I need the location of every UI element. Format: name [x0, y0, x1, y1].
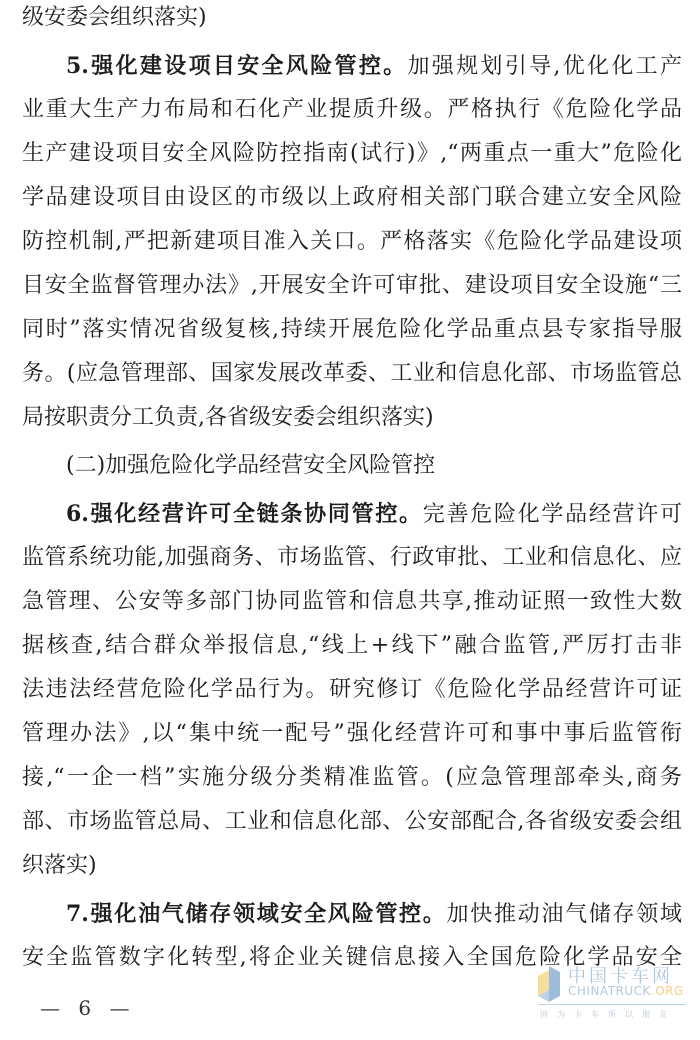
text-line-4: [22, 139, 682, 169]
text-line-21: [66, 899, 682, 929]
watermark-name-en: [568, 984, 684, 998]
chinatruck-logo-icon: [538, 966, 560, 1002]
chinatruck-watermark: [538, 962, 698, 1032]
section-heading-6: 6.强化经营许可全链条协同管控。: [66, 501, 423, 527]
line-text: 防控机制,严把新建项目准入关口。严格落实《危险化学品建设项: [22, 229, 682, 254]
text-line-5: [22, 183, 682, 213]
subsection-heading-2: [66, 451, 682, 481]
line-text: 级安委会组织落实): [22, 5, 207, 30]
line-text: (二)加强危险化学品经营安全风险管控: [66, 453, 436, 478]
page-number: — 6 —: [40, 996, 136, 1020]
line-text: 目安全监督管理办法》,开展安全许可审批、建设项目安全设施“三: [22, 273, 682, 298]
line-text: 法违法经营危险化学品行为。研究修订《危险化学品经营许可证: [22, 677, 682, 702]
text-line-8: [22, 315, 682, 345]
line-text: 学品建设项目由设区的市级以上政府相关部门联合建立安全风险: [22, 185, 682, 210]
text-line-19: [22, 807, 682, 837]
line-text: 加强规划引导,优化化工产: [407, 54, 682, 79]
line-text: 务。(应急管理部、国家发展改革委、工业和信息化部、市场监管总: [22, 361, 682, 386]
line-text: 生产建设项目安全风险防控指南(试行)》,“两重点一重大”危险化: [22, 141, 682, 166]
line-text: 据核查,结合群众举报信息,“线上+线下”融合监管,严厉打击非: [22, 633, 682, 658]
text-line-1: [22, 3, 682, 33]
text-line-15: [22, 631, 682, 661]
watermark-name-cn: 中国卡车网: [568, 966, 673, 987]
watermark-slogan: 因为卡车所以朋友: [540, 1010, 676, 1019]
line-text: 完善危险化学品经营许可: [422, 502, 682, 527]
text-line-17: [22, 719, 682, 749]
text-line-9: [22, 359, 682, 389]
watermark-en-suffix: .ORG: [650, 984, 684, 998]
watermark-en-text: CHINATRUCK: [568, 984, 651, 998]
section-heading-7: 7.强化油气储存领域安全风险管控。: [66, 901, 447, 927]
text-line-13: [22, 543, 682, 573]
text-line-20: [22, 851, 682, 881]
text-line-16: [22, 675, 682, 705]
text-line-7: [22, 271, 682, 301]
line-text: 织落实): [22, 853, 97, 878]
line-text: 局按职责分工负责,各省级安委会组织落实): [22, 405, 434, 430]
text-line-3: [22, 95, 682, 125]
line-text: 急管理、公安等多部门协同监管和信息共享,推动证照一致性大数: [22, 589, 682, 614]
text-line-12: [66, 499, 682, 529]
line-text: 加快推动油气储存领域: [446, 902, 682, 927]
line-text: 业重大生产力布局和石化产业提质升级。严格执行《危险化学品: [22, 97, 682, 122]
text-line-6: [22, 227, 682, 257]
watermark-divider: [538, 1004, 686, 1005]
line-text: 监管系统功能,加强商务、市场监管、行政审批、工业和信息化、应: [22, 545, 682, 570]
text-line-2: [66, 51, 682, 81]
line-text: 部、市场监管总局、工业和信息化部、公安部配合,各省级安委会组: [22, 809, 682, 834]
line-text: 同时”落实情况省级复核,持续开展危险化学品重点县专家指导服: [22, 317, 682, 342]
line-text: 接,“一企一档”实施分级分类精准监管。(应急管理部牵头,商务: [22, 765, 682, 790]
text-line-18: [22, 763, 682, 793]
text-line-14: [22, 587, 682, 617]
text-line-10: [22, 403, 682, 433]
section-heading-5: 5.强化建设项目安全风险管控。: [66, 53, 408, 79]
line-text: 安全监管数字化转型,将企业关键信息接入全国危险化学品安全: [22, 945, 682, 970]
line-text: 管理办法》,以“集中统一配号”强化经营许可和事中事后监管衔: [22, 721, 682, 746]
